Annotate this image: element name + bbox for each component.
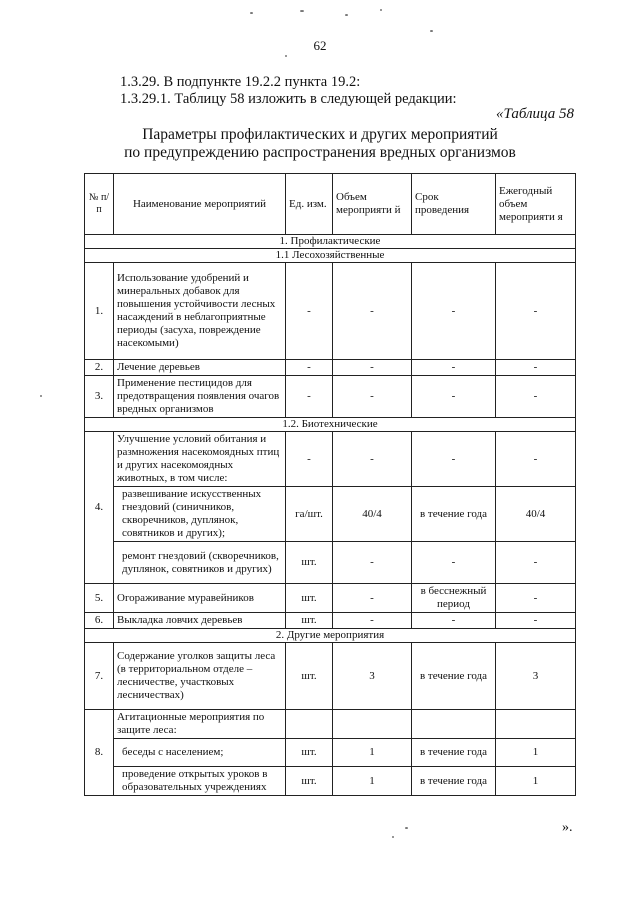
row-annual: - (496, 584, 576, 613)
row-term: - (412, 360, 496, 376)
intro-line-1: 1.3.29. В подпункте 19.2.2 пункта 19.2: (120, 74, 361, 90)
row-name: Лечение деревьев (114, 360, 286, 376)
table-row (85, 432, 576, 487)
subsection-heading: 1.1 Лесохозяйственные (85, 249, 576, 263)
row-term: в бесснежный период (412, 584, 496, 613)
row-number: 5. (85, 584, 114, 613)
header-num: № п/п (85, 174, 114, 235)
row-volume: 3 (333, 643, 412, 710)
row-unit: шт. (286, 542, 333, 584)
row-volume: 1 (333, 767, 412, 796)
table-subrow (85, 767, 576, 796)
row-name: проведение открытых уроков в образовательных учреждениях (114, 767, 286, 796)
row-volume: - (333, 360, 412, 376)
row-annual: - (496, 542, 576, 584)
header-term: Срок проведения (412, 174, 496, 235)
scan-speck (300, 10, 304, 12)
row-name: Выкладка ловчих деревьев (114, 613, 286, 629)
row-annual: 3 (496, 643, 576, 710)
row-number: 6. (85, 613, 114, 629)
row-name: Использование удобрений и минеральных добавок для повышения устойчивости лесных насаждений в неблагоприятные периоды (засуха, повреждение насекомыми) (114, 263, 286, 360)
table-subrow (85, 542, 576, 584)
row-number: 1. (85, 263, 114, 360)
row-term: - (412, 613, 496, 629)
row-number: 2. (85, 360, 114, 376)
scan-speck (380, 9, 382, 11)
row-term: в течение года (412, 643, 496, 710)
row-unit: га/шт. (286, 487, 333, 542)
row-name: Улучшение условий обитания и размножения насекомоядных птиц и других насекомоядных животных, в том числе: (114, 432, 286, 487)
row-unit: - (286, 263, 333, 360)
section-heading: 2. Другие мероприятия (85, 629, 576, 643)
row-name: Агитационные мероприятия по защите леса: (114, 710, 286, 739)
row-unit: шт. (286, 643, 333, 710)
row-term: в течение года (412, 739, 496, 767)
scan-speck (430, 30, 433, 32)
row-volume: - (333, 542, 412, 584)
row-term: - (412, 432, 496, 487)
row-unit: шт. (286, 739, 333, 767)
row-name: Применение пестицидов для предотвращения появления очагов вредных организмов (114, 376, 286, 418)
page-number: 62 (313, 38, 327, 53)
row-name: Огораживание муравейников (114, 584, 286, 613)
section-heading: 1. Профилактические (85, 235, 576, 249)
row-name: развешивание искусственных гнездовий (синичников, скворечников, дуплянок, совятников и других); (114, 487, 286, 542)
table-title-line-2: по предупреждению распространения вредных организмов (124, 144, 516, 161)
table-row (85, 643, 576, 710)
row-number: 4. (85, 432, 114, 584)
table-row (85, 376, 576, 418)
row-unit: - (286, 376, 333, 418)
table-row (85, 584, 576, 613)
row-term: - (412, 376, 496, 418)
row-unit: - (286, 432, 333, 487)
row-name: ремонт гнездовий (скворечников, дуплянок, совятников и других) (114, 542, 286, 584)
row-term: - (412, 263, 496, 360)
row-term: в течение года (412, 767, 496, 796)
row-annual: 40/4 (496, 487, 576, 542)
subsection-heading: 1.2. Биотехнические (85, 418, 576, 432)
row-annual: - (496, 432, 576, 487)
row-unit: шт. (286, 584, 333, 613)
row-annual: - (496, 263, 576, 360)
header-unit: Ед. изм. (286, 174, 333, 235)
scan-speck (345, 14, 348, 16)
row-annual: - (496, 613, 576, 629)
scan-speck (392, 836, 394, 838)
row-volume: - (333, 263, 412, 360)
row-volume: - (333, 432, 412, 487)
closing-quote: ». (562, 820, 573, 835)
measures-table (84, 173, 576, 796)
row-volume: - (333, 613, 412, 629)
row-number: 3. (85, 376, 114, 418)
row-annual: - (496, 360, 576, 376)
intro-line-2: 1.3.29.1. Таблицу 58 изложить в следующей редакции: (120, 91, 457, 107)
row-annual: 1 (496, 767, 576, 796)
table-row (85, 710, 576, 739)
row-annual: 1 (496, 739, 576, 767)
row-term: в течение года (412, 487, 496, 542)
row-volume: - (333, 376, 412, 418)
row-term: - (412, 542, 496, 584)
table-title-line-1: Параметры профилактических и других мероприятий (142, 126, 498, 143)
row-name: Содержание уголков защиты леса (в территориальном отделе – лесничестве, участковых лесничествах) (114, 643, 286, 710)
table-subrow (85, 487, 576, 542)
scan-speck (40, 395, 42, 397)
scan-speck (250, 12, 253, 14)
scan-speck (285, 55, 287, 57)
row-annual: - (496, 376, 576, 418)
row-volume: - (333, 584, 412, 613)
row-volume: 1 (333, 739, 412, 767)
header-row (85, 174, 576, 235)
scan-speck (405, 827, 408, 829)
row-unit: шт. (286, 613, 333, 629)
row-unit: шт. (286, 767, 333, 796)
table-subrow (85, 739, 576, 767)
header-annual: Ежегодный объем мероприяти я (496, 174, 576, 235)
table-row (85, 613, 576, 629)
header-volume: Объем мероприяти й (333, 174, 412, 235)
table-row (85, 263, 576, 360)
row-volume: 40/4 (333, 487, 412, 542)
row-unit: - (286, 360, 333, 376)
table-caption: «Таблица 58 (496, 106, 574, 122)
row-number: 8. (85, 710, 114, 796)
row-name: беседы с населением; (114, 739, 286, 767)
table-row (85, 360, 576, 376)
row-number: 7. (85, 643, 114, 710)
header-name: Наименование мероприятий (114, 174, 286, 235)
